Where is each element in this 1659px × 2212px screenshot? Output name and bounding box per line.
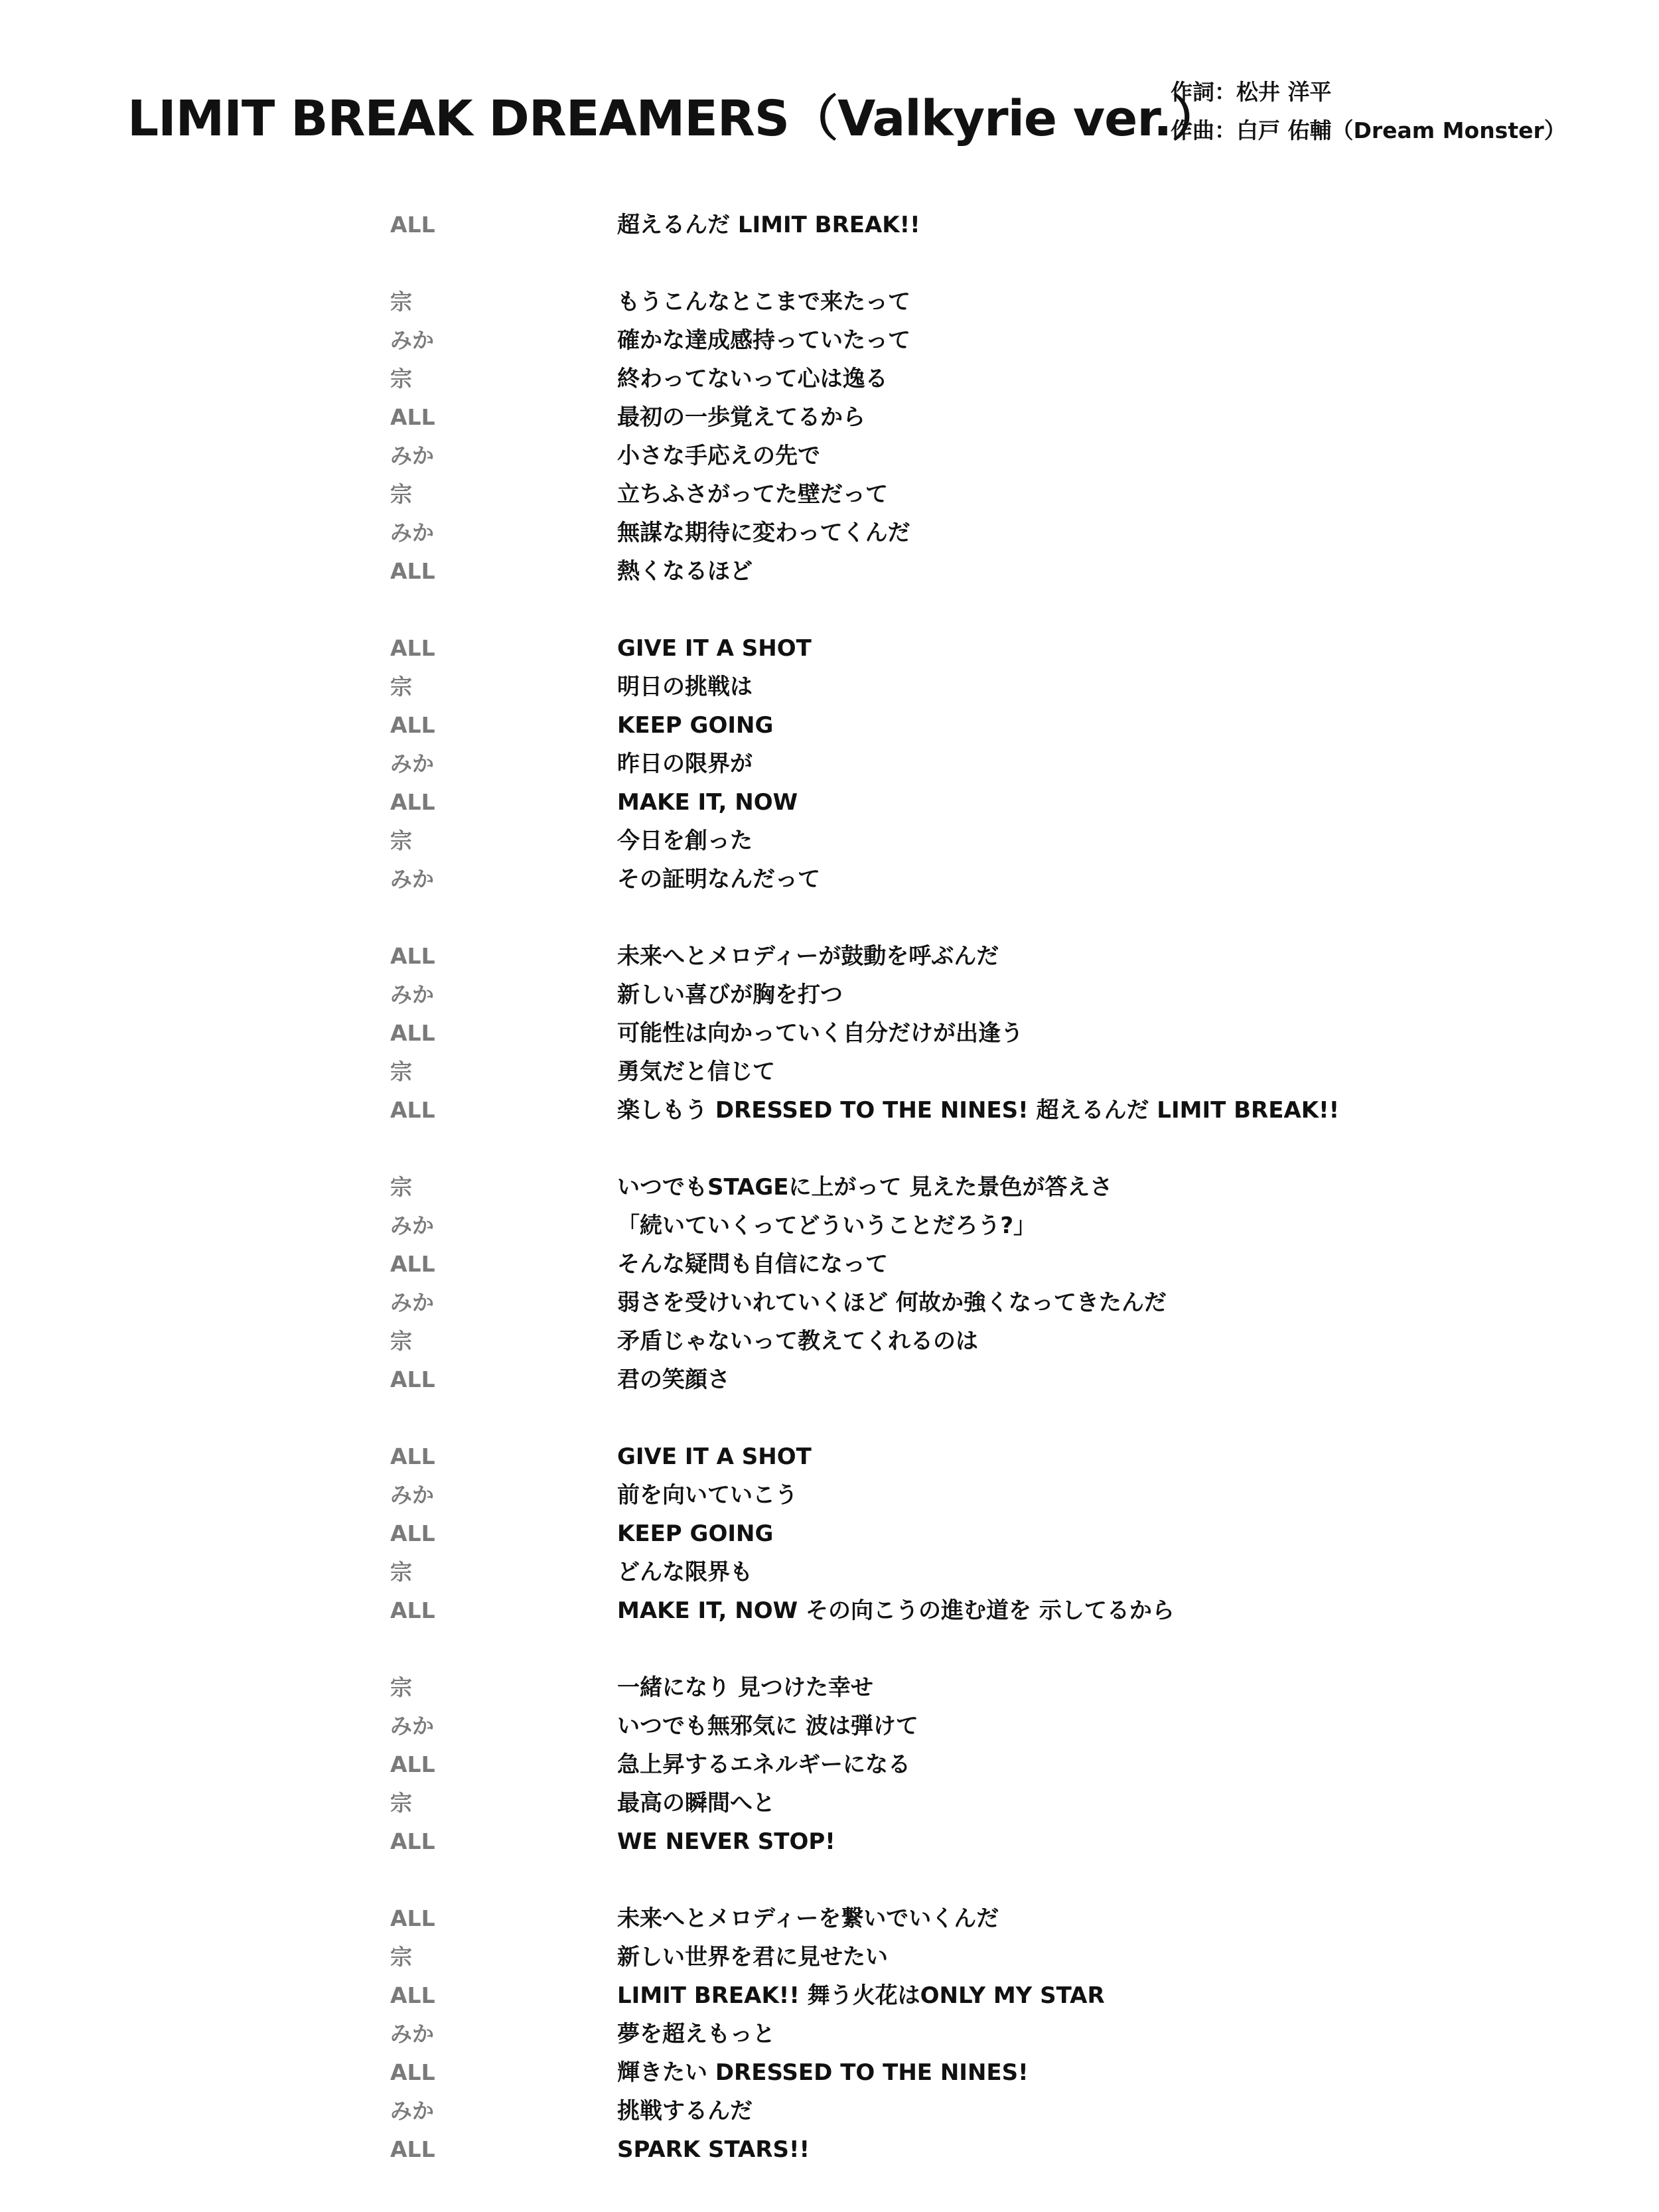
lyric-line: [0, 2015, 1659, 2053]
singer-label: みか: [390, 1213, 434, 1238]
singer-label: 宗: [390, 1790, 412, 1816]
lyric-text: 今日を創った: [617, 828, 753, 854]
lyric-line: [0, 1284, 1659, 1322]
lyric-line: [0, 1361, 1659, 1399]
lyricist-credit: 作詞：松井 洋平: [1171, 79, 1332, 105]
stanza: [0, 937, 1659, 1130]
singer-label: ALL: [390, 1597, 435, 1623]
lyric-text: 最高の瞬間へと: [617, 1790, 775, 1816]
lyric-text: 小さな手応えの先で: [617, 443, 820, 469]
singer-label: ALL: [390, 2059, 435, 2085]
lyric-line: [0, 552, 1659, 591]
lyric-line: [0, 1245, 1659, 1284]
lyric-line: [0, 2092, 1659, 2130]
singer-label: ALL: [390, 212, 435, 238]
lyric-text: 明日の挑戦は: [617, 674, 753, 700]
lyric-text: 楽しもう DRESSED TO THE NINES! 超えるんだ LIMIT BREAK!!: [617, 1097, 1340, 1124]
singer-label: ALL: [390, 558, 435, 584]
lyric-line: [0, 822, 1659, 860]
lyric-line: [0, 1976, 1659, 2015]
singer-label: ALL: [390, 789, 435, 815]
singer-label: ALL: [390, 1828, 435, 1854]
lyric-line: [0, 1476, 1659, 1514]
lyric-line: [0, 2130, 1659, 2169]
stanza: [0, 629, 1659, 899]
lyric-text: 新しい喜びが胸を打つ: [617, 982, 843, 1008]
lyric-line: [0, 514, 1659, 552]
header: [127, 73, 1566, 159]
singer-label: みか: [390, 520, 434, 546]
lyric-text: GIVE IT A SHOT: [617, 635, 812, 662]
singer-label: 宗: [390, 674, 412, 700]
lyric-line: [0, 668, 1659, 706]
singer-label: みか: [390, 327, 434, 353]
lyric-line: [0, 629, 1659, 668]
lyric-line: [0, 1938, 1659, 1976]
lyric-text: 一緒になり 見つけた幸せ: [617, 1674, 873, 1701]
lyric-line: [0, 360, 1659, 398]
composer-credit: 作曲：白戸 佑輔（Dream Monster）: [1171, 117, 1566, 143]
singer-label: ALL: [390, 1366, 435, 1392]
lyric-text: LIMIT BREAK!! 舞う火花はONLY MY STAR: [617, 1982, 1105, 2009]
stanza: [0, 1668, 1659, 1861]
lyric-text: その証明なんだって: [617, 866, 820, 893]
singer-label: みか: [390, 1482, 434, 1508]
lyric-text: 勇気だと信じて: [617, 1059, 775, 1085]
lyric-text: MAKE IT, NOW その向こうの進む道を 示してるから: [617, 1597, 1175, 1624]
singer-label: ALL: [390, 1751, 435, 1777]
lyric-text: SPARK STARS!!: [617, 2136, 810, 2163]
lyric-text: KEEP GOING: [617, 712, 774, 739]
stanza: [0, 206, 1659, 244]
singer-label: みか: [390, 1713, 434, 1739]
singer-label: 宗: [390, 1059, 412, 1084]
singer-label: みか: [390, 2098, 434, 2124]
lyric-line: [0, 706, 1659, 745]
lyric-text: 無謀な期待に変わってくんだ: [617, 520, 910, 546]
lyric-line: [0, 1899, 1659, 1938]
song-title: LIMIT BREAK DREAMERS（Valkyrie ver.）: [127, 90, 1220, 147]
singer-label: みか: [390, 443, 434, 469]
singer-label: 宗: [390, 1328, 412, 1354]
lyric-text: 未来へとメロディーが鼓動を呼ぶんだ: [617, 943, 999, 970]
lyric-line: [0, 1053, 1659, 1091]
lyric-line: [0, 1822, 1659, 1861]
lyric-line: [0, 1207, 1659, 1245]
lyric-text: 可能性は向かっていく自分だけが出逢う: [617, 1020, 1023, 1047]
lyrics-body: [0, 206, 1659, 2207]
lyric-text: 立ちふさがってた壁だって: [617, 481, 888, 508]
singer-label: みか: [390, 1290, 434, 1315]
lyric-line: [0, 1322, 1659, 1361]
lyric-text: 矛盾じゃないって教えてくれるのは: [617, 1328, 978, 1355]
lyric-line: [0, 1014, 1659, 1053]
lyric-line: [0, 206, 1659, 244]
lyric-line: [0, 1553, 1659, 1591]
singer-label: みか: [390, 2021, 434, 2047]
lyric-text: 熱くなるほど: [617, 558, 753, 585]
singer-label: ALL: [390, 635, 435, 661]
singer-label: 宗: [390, 1944, 412, 1970]
singer-label: ALL: [390, 1251, 435, 1277]
lyric-text: 挑戦するんだ: [617, 2098, 753, 2124]
singer-label: 宗: [390, 828, 412, 853]
lyric-line: [0, 1514, 1659, 1553]
singer-label: 宗: [390, 1174, 412, 1200]
lyric-text: 弱さを受けいれていくほど 何故か強くなってきたんだ: [617, 1290, 1167, 1316]
lyric-line: [0, 937, 1659, 976]
lyric-line: [0, 860, 1659, 899]
credits: [1171, 73, 1566, 150]
singer-label: ALL: [390, 1520, 435, 1546]
lyric-line: [0, 437, 1659, 475]
singer-label: ALL: [390, 1982, 435, 2008]
lyric-line: [0, 398, 1659, 437]
lyric-text: そんな疑問も自信になって: [617, 1251, 888, 1278]
lyric-text: もうこんなとこまで来たって: [617, 289, 910, 315]
lyric-line: [0, 1168, 1659, 1207]
lyric-line: [0, 1668, 1659, 1707]
singer-label: みか: [390, 866, 434, 892]
lyric-line: [0, 745, 1659, 783]
lyric-line: [0, 283, 1659, 321]
lyric-text: 未来へとメロディーを繋いでいくんだ: [617, 1905, 999, 1932]
stanza: [0, 283, 1659, 591]
singer-label: ALL: [390, 943, 435, 969]
singer-label: 宗: [390, 481, 412, 507]
singer-label: 宗: [390, 366, 412, 392]
stanza: [0, 1168, 1659, 1399]
singer-label: ALL: [390, 2136, 435, 2162]
lyric-line: [0, 1784, 1659, 1822]
singer-label: ALL: [390, 404, 435, 430]
lyric-text: 夢を超えもっと: [617, 2021, 775, 2047]
lyric-text: 超えるんだ LIMIT BREAK!!: [617, 212, 920, 238]
lyric-line: [0, 783, 1659, 822]
singer-label: 宗: [390, 1559, 412, 1585]
lyric-text: 最初の一歩覚えてるから: [617, 404, 865, 431]
lyric-line: [0, 1745, 1659, 1784]
lyric-text: 君の笑顔さ: [617, 1366, 730, 1393]
lyric-text: 確かな達成感持っていたって: [617, 327, 910, 354]
lyric-text: MAKE IT, NOW: [617, 789, 798, 816]
lyric-line: [0, 2053, 1659, 2092]
singer-label: ALL: [390, 712, 435, 738]
singer-label: ALL: [390, 1097, 435, 1123]
lyric-line: [0, 475, 1659, 514]
lyric-text: いつでもSTAGEに上がって 見えた景色が答えさ: [617, 1174, 1113, 1201]
lyric-text: KEEP GOING: [617, 1520, 774, 1547]
lyric-line: [0, 1591, 1659, 1630]
lyric-text: 昨日の限界が: [617, 751, 753, 777]
lyric-line: [0, 1438, 1659, 1476]
singer-label: 宗: [390, 1674, 412, 1700]
lyric-text: 新しい世界を君に見せたい: [617, 1944, 888, 1970]
lyric-text: 輝きたい DRESSED TO THE NINES!: [617, 2059, 1029, 2086]
lyric-text: いつでも無邪気に 波は弾けて: [617, 1713, 918, 1739]
lyric-text: どんな限界も: [617, 1559, 753, 1585]
lyric-line: [0, 321, 1659, 360]
lyric-text: WE NEVER STOP!: [617, 1828, 835, 1855]
stanza: [0, 1899, 1659, 2169]
stanza: [0, 1438, 1659, 1630]
singer-label: みか: [390, 751, 434, 776]
lyric-line: [0, 1091, 1659, 1130]
singer-label: 宗: [390, 289, 412, 315]
lyric-line: [0, 976, 1659, 1014]
lyric-text: 急上昇するエネルギーになる: [617, 1751, 910, 1778]
singer-label: ALL: [390, 1020, 435, 1046]
singer-label: ALL: [390, 1905, 435, 1931]
lyric-text: 「続いていくってどういうことだろう?」: [617, 1213, 1037, 1239]
lyric-line: [0, 1707, 1659, 1745]
lyric-text: GIVE IT A SHOT: [617, 1443, 812, 1470]
lyric-text: 前を向いていこう: [617, 1482, 798, 1509]
singer-label: ALL: [390, 1443, 435, 1469]
lyric-text: 終わってないって心は逸る: [617, 366, 888, 392]
singer-label: みか: [390, 982, 434, 1007]
